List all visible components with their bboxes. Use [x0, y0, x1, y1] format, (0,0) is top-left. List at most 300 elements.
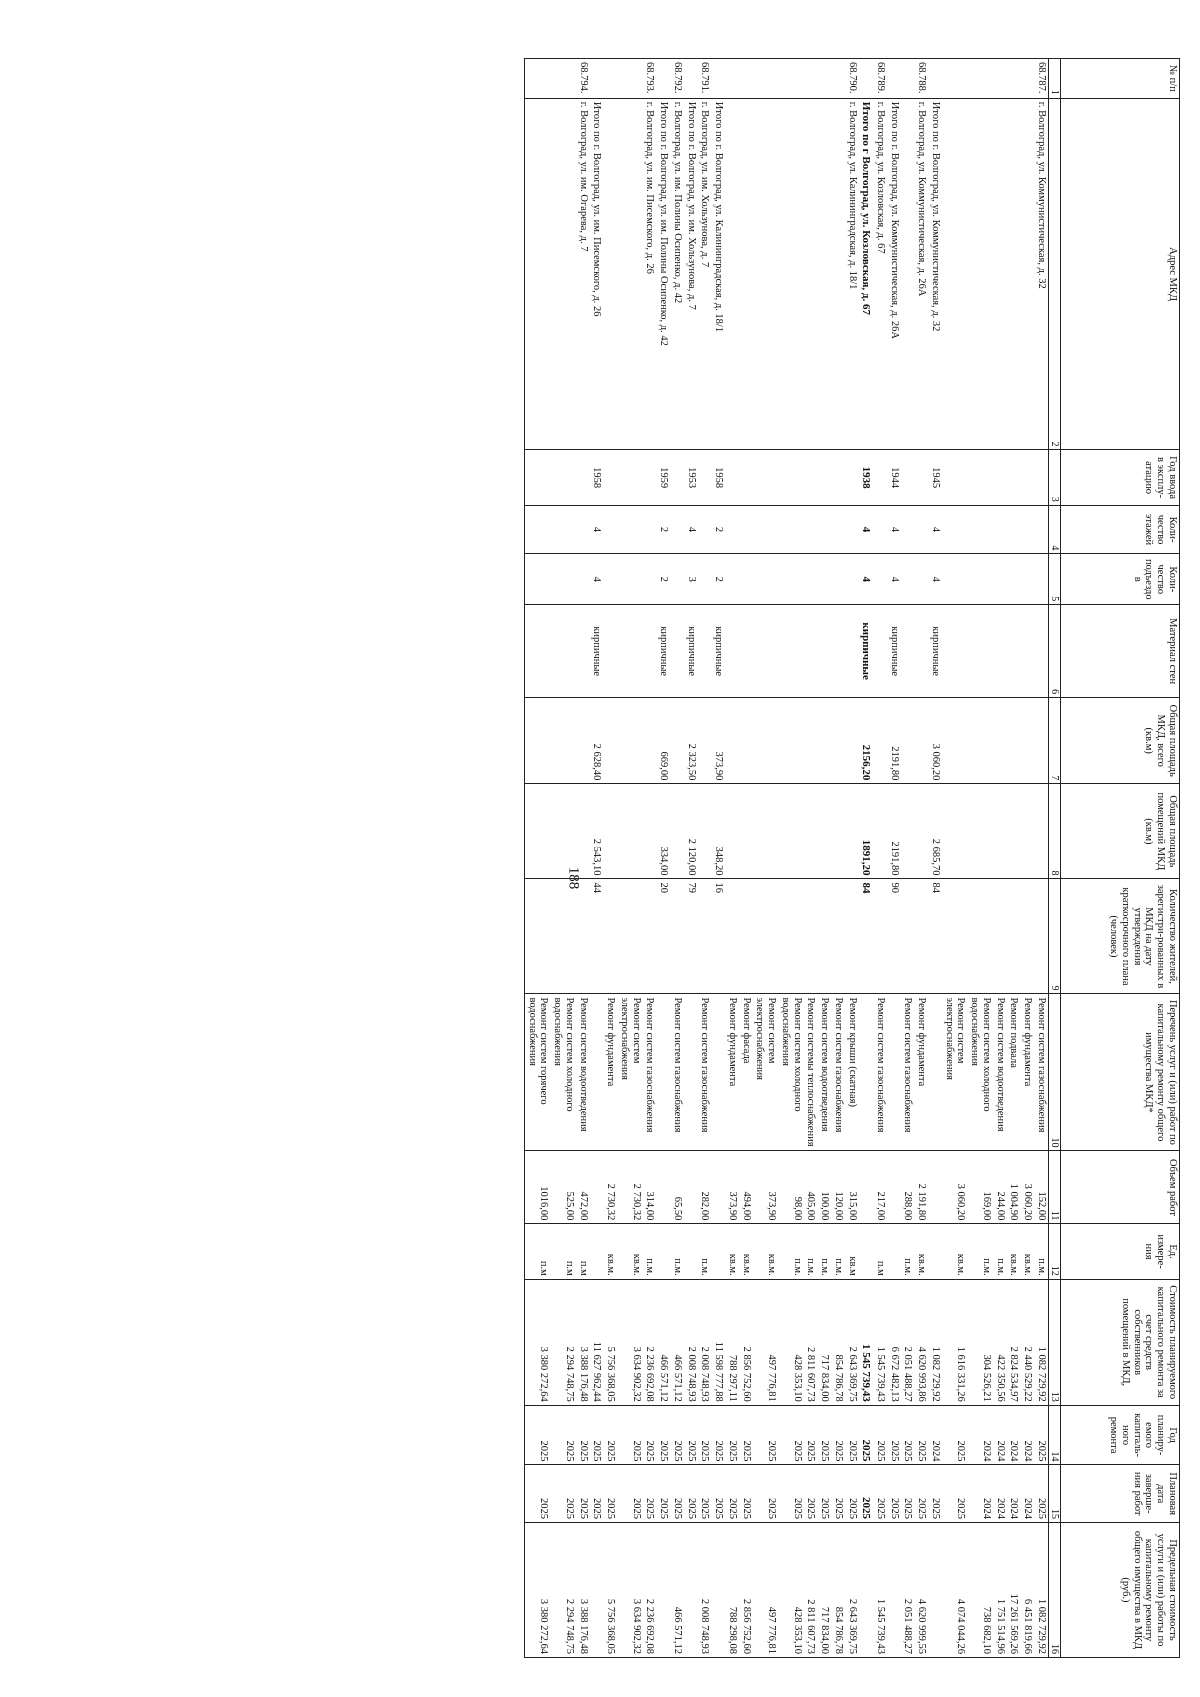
table-cell: п.м [576, 1224, 590, 1279]
table-cell [887, 59, 901, 99]
table-cell: 315,00 [845, 1151, 859, 1224]
table-cell: 1891,20 [859, 784, 873, 879]
table-cell: 2025 [942, 1465, 968, 1523]
table-cell [993, 554, 1007, 605]
table-cell [967, 879, 993, 994]
table-cell [993, 450, 1007, 505]
table-cell: п.м. [967, 1224, 993, 1279]
table-cell: 669,00 [657, 698, 671, 784]
table-cell: 2 685,70 [928, 784, 942, 879]
table-cell: 2 [657, 505, 671, 554]
table-cell [928, 1151, 942, 1224]
table-cell [551, 879, 577, 994]
table-cell: Итого по г. Волгоград, ул. им. Полины Осипенко, д. 42 [657, 98, 671, 450]
table-cell: 2 811 607,73 [804, 1522, 818, 1657]
table-cell: Ремонт подвала [1007, 994, 1021, 1151]
table-cell [942, 784, 968, 879]
table-cell: 2025 [914, 1465, 928, 1523]
table-cell [698, 505, 712, 554]
table-cell: 4 620 999,55 [914, 1522, 928, 1657]
header-cell: Адрес МКД [1061, 98, 1180, 450]
table-row [993, 59, 1007, 1658]
column-number: 5 [1048, 554, 1060, 605]
table-cell [670, 784, 684, 879]
table-cell: 2025 [901, 1465, 915, 1523]
table-cell [551, 505, 577, 554]
header-cell: Предельная стоимость услуги и (или) работы по капитальному ремонту общего имущества в МКД (руб.) [1061, 1522, 1180, 1657]
table-cell: 169,00 [967, 1151, 993, 1224]
table-row [831, 59, 845, 1658]
table-cell: 2025 [712, 1465, 726, 1523]
table-cell [604, 59, 618, 99]
table-cell: 334,00 [657, 784, 671, 879]
table-cell: 1958 [712, 450, 726, 505]
table-cell [967, 605, 993, 698]
header-cell: Год ввода в эксплу-атацию [1061, 450, 1180, 505]
table-cell: 466 571,12 [657, 1279, 671, 1405]
table-cell: 2025 [753, 1405, 779, 1465]
table-cell [1020, 698, 1034, 784]
column-number: 15 [1048, 1465, 1060, 1523]
table-row [657, 59, 671, 1658]
table-cell: 68.787. [1034, 59, 1048, 99]
table-cell [753, 98, 779, 450]
table-cell: 497 776,81 [753, 1522, 779, 1657]
table-cell: 466 571,12 [670, 1522, 684, 1657]
table-cell [778, 554, 804, 605]
table-cell [778, 605, 804, 698]
table-cell: 2 [657, 554, 671, 605]
header-cell: Коли-чество подъездо в [1061, 554, 1180, 605]
table-cell [1034, 879, 1048, 994]
table-cell: 2025 [670, 1405, 684, 1465]
table-cell [818, 505, 832, 554]
table-cell: 2025 [725, 1405, 739, 1465]
table-cell [753, 59, 779, 99]
table-cell: Ремонт систем водоотведения [993, 994, 1007, 1151]
column-number: 14 [1048, 1405, 1060, 1465]
table-cell: 1 082 729,92 [928, 1279, 942, 1405]
table-cell: 2 643 369,75 [845, 1522, 859, 1657]
table-cell [670, 879, 684, 994]
table-cell [525, 784, 551, 879]
table-cell: Ремонт систем холодного водоснабжения [967, 994, 993, 1151]
table-cell [804, 59, 818, 99]
table-cell [1020, 505, 1034, 554]
table-cell [804, 879, 818, 994]
table-cell [590, 1224, 604, 1279]
table-cell [684, 1522, 698, 1657]
table-cell: 2024 [1020, 1465, 1034, 1523]
table-cell: 2 824 534,97 [1007, 1279, 1021, 1405]
table-cell: п.м. [804, 1224, 818, 1279]
table-cell: 2024 [1007, 1405, 1021, 1465]
table-cell: 2025 [845, 1405, 859, 1465]
table-cell: 3 060,20 [928, 698, 942, 784]
table-cell: 2025 [739, 1465, 753, 1523]
table-cell: 17 261 569,26 [1007, 1522, 1021, 1657]
table-cell: 4 [887, 505, 901, 554]
table-cell [590, 59, 604, 99]
table-cell: 2024 [967, 1465, 993, 1523]
table-cell [576, 505, 590, 554]
table-cell: 44 [590, 879, 604, 994]
table-cell [914, 784, 928, 879]
table-cell [901, 605, 915, 698]
table-cell [617, 450, 643, 505]
table-row [1020, 59, 1034, 1658]
table-cell: 2024 [928, 1405, 942, 1465]
table-cell [617, 554, 643, 605]
table-cell: Ремонт систем электроснабжения [617, 994, 643, 1151]
table-cell [1007, 59, 1021, 99]
table-cell [643, 450, 657, 505]
table-row [818, 59, 832, 1658]
table-cell [942, 554, 968, 605]
table-cell: Ремонт фундамента [725, 994, 739, 1151]
table-cell: 2025 [1034, 1465, 1048, 1523]
table-cell: Итого по г. Волгоград, ул. им. Хользунова, д. 7 [684, 98, 698, 450]
table-cell: п.м. [831, 1224, 845, 1279]
table-cell [967, 450, 993, 505]
table-cell [887, 994, 901, 1151]
table-cell: г. Волгоград, ул. им. Полины Осипенко, д. 42 [670, 98, 684, 450]
table-cell [901, 784, 915, 879]
table-cell: 20 [657, 879, 671, 994]
table-cell [1007, 98, 1021, 450]
table-cell: Итого по г. Волгоград, ул. Калининградская, д. 18/1 [712, 98, 726, 450]
table-cell: г. Волгоград, ул. им. Писемского, д. 26 [643, 98, 657, 450]
table-cell: 68.794. [576, 59, 590, 99]
table-cell: 4 [859, 505, 873, 554]
table-cell [657, 1522, 671, 1657]
table-cell [993, 879, 1007, 994]
table-cell: 2025 [942, 1405, 968, 1465]
table-cell: 2 856 752,60 [739, 1279, 753, 1405]
table-cell: Итого по г. Волгоград, ул. Коммунистическая, д. 32 [928, 98, 942, 450]
table-cell: 2025 [617, 1465, 643, 1523]
table-cell [739, 605, 753, 698]
table-cell: г. Волгоград, ул. Козловская, д. 67 [873, 98, 887, 450]
table-cell: 120,00 [831, 1151, 845, 1224]
table-cell: Ремонт систем водоотведения [576, 994, 590, 1151]
table-cell: 68.792. [670, 59, 684, 99]
table-cell [1007, 605, 1021, 698]
table-cell: 2 051 488,27 [901, 1522, 915, 1657]
table-cell: 6 672 482,13 [887, 1279, 901, 1405]
table-row [525, 59, 551, 1658]
table-cell [845, 879, 859, 994]
table-cell [901, 505, 915, 554]
table-cell [617, 59, 643, 99]
table-cell [617, 98, 643, 450]
table-cell [576, 698, 590, 784]
table-cell: 3 060,20 [942, 1151, 968, 1224]
table-cell: 1 004,90 [1007, 1151, 1021, 1224]
table-cell [804, 554, 818, 605]
table-cell: 1959 [657, 450, 671, 505]
table-cell [928, 994, 942, 1151]
table-cell [818, 98, 832, 450]
table-cell [617, 698, 643, 784]
table-cell: 5 756 368,05 [604, 1279, 618, 1405]
table-cell: кв.м. [914, 1224, 928, 1279]
table-cell: 3 380 272,64 [525, 1279, 551, 1405]
table-cell [698, 784, 712, 879]
table-cell [1034, 784, 1048, 879]
table-cell [873, 554, 887, 605]
table-cell: 2024 [993, 1405, 1007, 1465]
table-cell: 422 350,56 [993, 1279, 1007, 1405]
table-cell: 4 [928, 554, 942, 605]
table-row [698, 59, 712, 1658]
table-cell: 2025 [739, 1405, 753, 1465]
table-cell [604, 698, 618, 784]
table-cell: кв.м. [739, 1224, 753, 1279]
table-cell [643, 554, 657, 605]
table-cell [525, 879, 551, 994]
table-row [576, 59, 590, 1658]
table-cell [739, 879, 753, 994]
table-cell: 98,00 [778, 1151, 804, 1224]
table-cell: 1 545 739,43 [873, 1522, 887, 1657]
column-number: 11 [1048, 1151, 1060, 1224]
table-row [859, 59, 873, 1658]
table-row [887, 59, 901, 1658]
table-row [914, 59, 928, 1658]
table-cell: 2 236 692,08 [643, 1279, 657, 1405]
table-cell: 788 298,08 [725, 1522, 739, 1657]
header-cell: Материал стен [1061, 605, 1180, 698]
table-cell [778, 784, 804, 879]
table-cell: 68.789. [873, 59, 887, 99]
table-cell [670, 605, 684, 698]
header-cell: Ед. измере-ния [1061, 1224, 1180, 1279]
table-cell [901, 698, 915, 784]
table-cell: 2025 [804, 1405, 818, 1465]
table-cell: 2025 [643, 1465, 657, 1523]
table-cell [739, 59, 753, 99]
table-cell: 3 634 902,32 [617, 1522, 643, 1657]
header-cell: Количество жителей, зарегистри-рованных в МКД на дату утверждения краткосрочного плана (человек) [1061, 879, 1180, 994]
table-cell: кв.м. [725, 1224, 739, 1279]
table-cell [1020, 784, 1034, 879]
table-cell: 2025 [670, 1465, 684, 1523]
table-cell: 1 751 514,96 [993, 1522, 1007, 1657]
table-cell [739, 554, 753, 605]
table-cell: 788 297,11 [725, 1279, 739, 1405]
table-cell: 2 543,10 [590, 784, 604, 879]
table-cell: 2 008 748,93 [698, 1279, 712, 1405]
table-cell: 90 [887, 879, 901, 994]
header-cell: Общая площадь МКД, всего (кв.м) [1061, 698, 1180, 784]
table-cell [887, 1151, 901, 1224]
table-cell: 2025 [576, 1405, 590, 1465]
table-cell: 3 634 902,32 [617, 1279, 643, 1405]
table-cell: Итого по г Волгоград, ул. Козловская, д. 67 [859, 98, 873, 450]
table-cell [942, 98, 968, 450]
table-cell [818, 784, 832, 879]
table-cell [778, 98, 804, 450]
table-cell: 1016,00 [525, 1151, 551, 1224]
table-cell [551, 450, 577, 505]
table-cell: 1 082 729,92 [1034, 1279, 1048, 1405]
table-cell [928, 1224, 942, 1279]
table-cell: 65,50 [670, 1151, 684, 1224]
table-cell: 2025 [551, 1405, 577, 1465]
table-cell: г. Волгоград, ул. Коммунистическая, д. 26А [914, 98, 928, 450]
table-cell: 854 786,78 [831, 1522, 845, 1657]
table-cell: кирпичные [657, 605, 671, 698]
table-cell: 68.788. [914, 59, 928, 99]
table-cell: кирпичные [887, 605, 901, 698]
table-cell: 2 051 488,27 [901, 1279, 915, 1405]
table-cell [725, 98, 739, 450]
table-cell: 11 598 777,88 [712, 1279, 726, 1405]
table-cell [753, 554, 779, 605]
table-cell [831, 505, 845, 554]
table-cell: 3 [684, 554, 698, 605]
table-cell [818, 59, 832, 99]
table-cell: 2025 [604, 1405, 618, 1465]
table-cell: 2025 [928, 1465, 942, 1523]
table-cell: 11 627 962,44 [590, 1279, 604, 1405]
table-cell: Итого по г. Волгоград, ул. Коммунистическая, д. 26А [887, 98, 901, 450]
table-cell: 2025 [831, 1465, 845, 1523]
table-cell [725, 605, 739, 698]
table-cell [551, 98, 577, 450]
table-cell: 68.793. [643, 59, 657, 99]
table-cell: г. Волгоград, ул. Калининградская, д. 18/1 [845, 98, 859, 450]
table-cell [804, 505, 818, 554]
table-cell: 2 811 607,73 [804, 1279, 818, 1405]
table-cell [1007, 505, 1021, 554]
table-cell: кирпичные [712, 605, 726, 698]
table-row [670, 59, 684, 1658]
table-cell [698, 554, 712, 605]
table-cell: п.м. [643, 1224, 657, 1279]
column-number: 3 [1048, 450, 1060, 505]
table-cell: Ремонт систем электроснабжения [942, 994, 968, 1151]
table-cell [1034, 605, 1048, 698]
table-cell: кв.м [845, 1224, 859, 1279]
table-cell: 2024 [993, 1465, 1007, 1523]
header-cell: Коли-чество этажей [1061, 505, 1180, 554]
table-cell: 2 440 529,22 [1020, 1279, 1034, 1405]
table-cell: 1 545 739,43 [873, 1279, 887, 1405]
table-cell: 2025 [698, 1405, 712, 1465]
table-cell: кв.м. [753, 1224, 779, 1279]
table-cell: 2025 [753, 1465, 779, 1523]
column-number: 8 [1048, 784, 1060, 879]
table-cell: Ремонт фундамента [1020, 994, 1034, 1151]
table-cell [604, 554, 618, 605]
table-cell [942, 505, 968, 554]
table-cell: 314,00 [643, 1151, 657, 1224]
table-cell: 2025 [590, 1465, 604, 1523]
table-cell [845, 605, 859, 698]
table-cell: 16 [712, 879, 726, 994]
table-cell: п.м [551, 1224, 577, 1279]
table-cell: 2 [712, 505, 726, 554]
table-cell [901, 554, 915, 605]
table-cell: 288,00 [901, 1151, 915, 1224]
column-number: 10 [1048, 994, 1060, 1151]
table-cell: 738 682,10 [967, 1522, 993, 1657]
table-cell [617, 879, 643, 994]
table-cell [643, 505, 657, 554]
table-cell: 2025 [831, 1405, 845, 1465]
table-cell [725, 554, 739, 605]
table-cell: 217,00 [873, 1151, 887, 1224]
table-cell: 2025 [818, 1465, 832, 1523]
table-cell [831, 554, 845, 605]
table-cell: 2025 [698, 1465, 712, 1523]
table-cell: 2025 [712, 1405, 726, 1465]
table-cell: 4 [928, 505, 942, 554]
table-cell [712, 59, 726, 99]
table-cell [1034, 505, 1048, 554]
table-cell [901, 879, 915, 994]
table-cell [617, 505, 643, 554]
table-cell [967, 505, 993, 554]
table-cell [873, 605, 887, 698]
table-cell: п.м. [993, 1224, 1007, 1279]
table-cell [831, 784, 845, 879]
table-cell [753, 505, 779, 554]
table-cell: 2024 [967, 1405, 993, 1465]
table-cell: 2025 [525, 1405, 551, 1465]
table-cell: 2191,80 [887, 784, 901, 879]
table-cell: 152,00 [1034, 1151, 1048, 1224]
table-cell [845, 554, 859, 605]
table-cell [914, 605, 928, 698]
table-cell [1034, 698, 1048, 784]
table-cell: 3 388 176,48 [576, 1522, 590, 1657]
table-cell: 2 294 748,75 [551, 1279, 577, 1405]
table-cell: 84 [859, 879, 873, 994]
table-cell [1007, 450, 1021, 505]
column-number: 13 [1048, 1279, 1060, 1405]
table-cell [1020, 450, 1034, 505]
page-number: 188 [565, 866, 582, 890]
table-cell: 373,90 [712, 698, 726, 784]
table-cell [914, 879, 928, 994]
table-cell: 1 616 331,26 [942, 1279, 968, 1405]
table-cell [712, 1151, 726, 1224]
table-cell [928, 59, 942, 99]
capital-repair-table [524, 58, 1180, 1658]
table-cell: 244,00 [993, 1151, 1007, 1224]
table-cell: 1944 [887, 450, 901, 505]
table-cell: Ремонт систем газоснабжения [643, 994, 657, 1151]
table-cell [684, 59, 698, 99]
table-cell [967, 784, 993, 879]
table-cell [576, 605, 590, 698]
table-cell [576, 879, 590, 994]
table-cell: 2156,20 [859, 698, 873, 784]
table-row [684, 59, 698, 1658]
table-cell [725, 59, 739, 99]
table-cell: Ремонт систем горячего водоснабжения [525, 994, 551, 1151]
table-cell: Ремонт систем газоснабжения [670, 994, 684, 1151]
table-cell [698, 698, 712, 784]
table-cell: 4 620 993,86 [914, 1279, 928, 1405]
table-cell [887, 1522, 901, 1657]
table-cell: 2 628,40 [590, 698, 604, 784]
table-cell [604, 98, 618, 450]
table-cell [551, 698, 577, 784]
